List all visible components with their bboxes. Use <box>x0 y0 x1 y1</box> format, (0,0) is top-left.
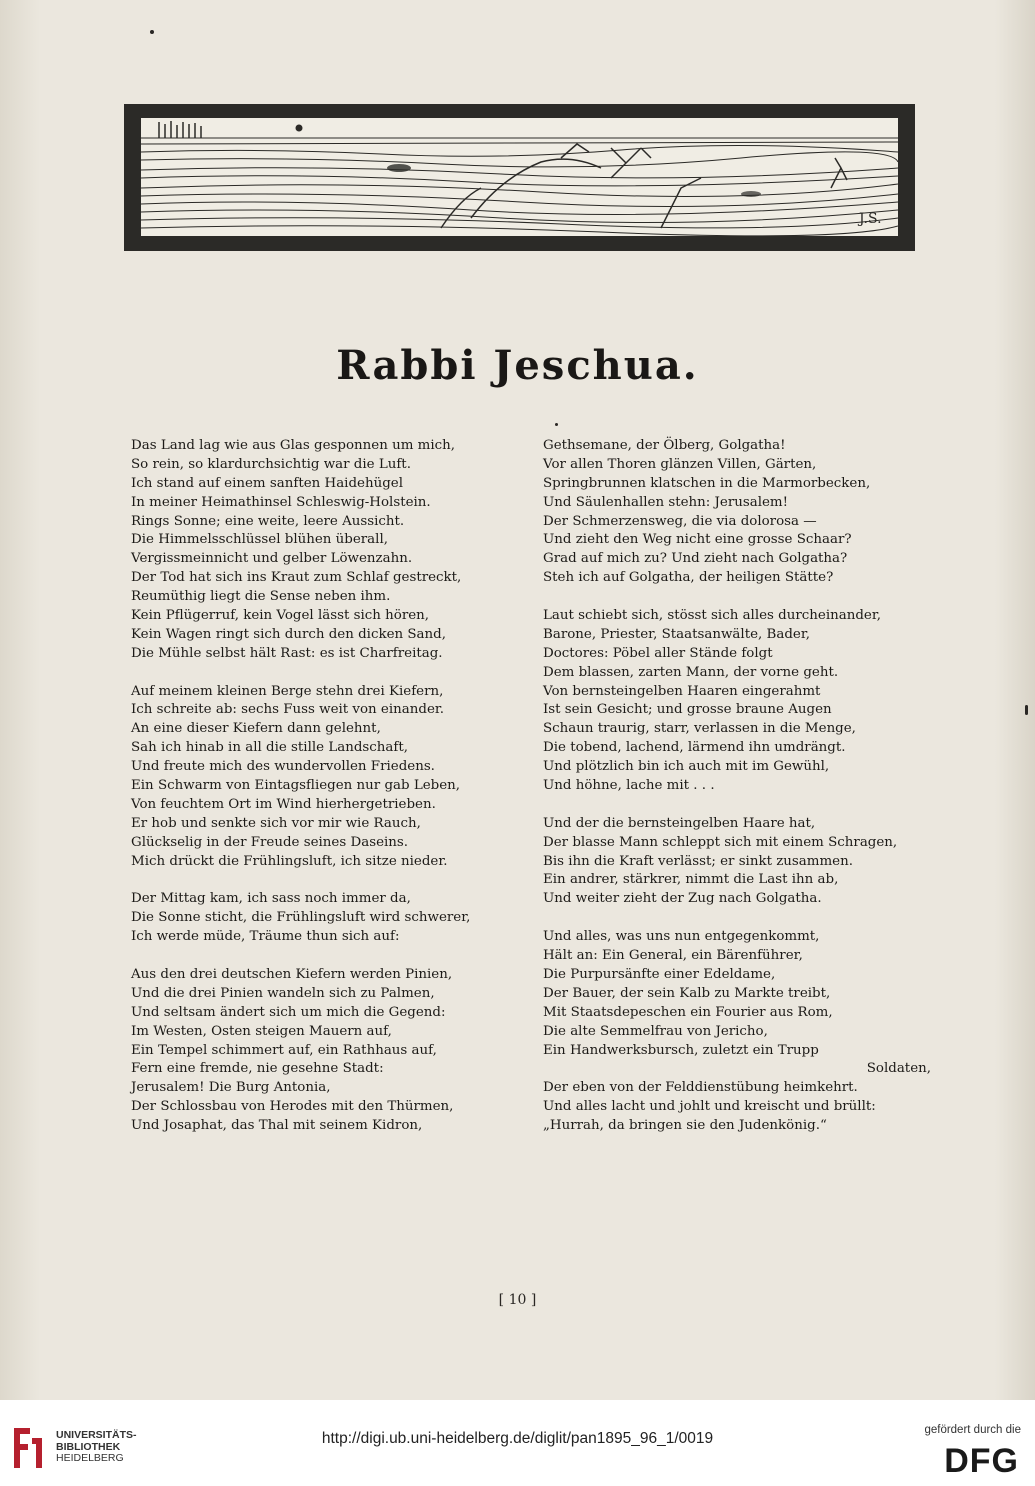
poem-line: „Hurrah, da bringen sie den Judenkönig.“ <box>543 1118 827 1134</box>
poem-line: Ich werde müde, Träume thun sich auf: <box>131 929 400 945</box>
library-name-line: BIBLIOTHEK <box>56 1440 121 1453</box>
poem-line: Steh ich auf Golgatha, der heiligen Stätte? <box>543 570 834 586</box>
dfg-logo: DFG <box>944 1442 1019 1480</box>
poem-line: Reumüthig liegt die Sense neben ihm. <box>131 589 391 605</box>
poem-line: Soldaten, <box>866 1061 931 1077</box>
poem-line: Und freute mich des wundervollen Friedens. <box>131 759 435 775</box>
poem-stanza <box>131 966 526 1136</box>
source-url-link[interactable]: http://digi.ub.uni-heidelberg.de/diglit/pan1895_96_1/0019 <box>321 1430 714 1447</box>
ink-speck <box>555 423 558 426</box>
poem-stanza <box>543 815 938 909</box>
poem-line: Mit Staatsdepeschen ein Fourier aus Rom, <box>543 1004 833 1020</box>
poem-line: Und der die bernsteingelben Haare hat, <box>543 815 816 831</box>
poem-line: Die Mühle selbst hält Rast: es ist Charfreitag. <box>131 645 443 661</box>
poem-column-right <box>543 437 938 1136</box>
poem-line: Gethsemane, der Ölberg, Golgatha! <box>543 438 786 453</box>
poem-line: Aus den drei deutschen Kiefern werden Pinien, <box>131 966 453 982</box>
poem-line: So rein, so klardurchsichtig war die Luft. <box>131 456 411 472</box>
library-name-line: HEIDELBERG <box>56 1452 124 1464</box>
poem-line: Kein Wagen ringt sich durch den dicken Sand, <box>131 626 446 642</box>
poem-line: Auf meinem kleinen Berge stehn drei Kiefern, <box>131 683 444 699</box>
poem-line: Kein Pflügerruf, kein Vogel lässt sich hören, <box>131 608 430 624</box>
poem-line: Die alte Semmelfrau von Jericho, <box>543 1023 768 1039</box>
poem-line: Der Tod hat sich ins Kraut zum Schlaf gestreckt, <box>131 570 462 586</box>
poem-column-left <box>131 437 526 1136</box>
sun-mark <box>296 125 303 132</box>
poem-line: Ein andrer, stärkrer, nimmt die Last ihn ab, <box>543 872 839 888</box>
poem-line: Der Schlossbau von Herodes mit den Thürmen, <box>131 1099 454 1115</box>
poem-stanza <box>131 683 526 872</box>
poem-line: Ich stand auf einem sanften Haidehügel <box>131 475 403 491</box>
page-title: Rabbi Jeschua. <box>336 342 699 389</box>
poem-line: Bis ihn die Kraft verlässt; er sinkt zusammen. <box>543 853 853 869</box>
poem-line: Und seltsam ändert sich um mich die Gegend: <box>131 1004 446 1020</box>
poem-line: Der Schmerzensweg, die via dolorosa — <box>543 513 817 529</box>
landscape-illustration <box>141 118 898 236</box>
funding-caption: gefördert durch die <box>924 1424 1021 1436</box>
poem-line: Er hob und senkte sich vor mir wie Rauch, <box>131 815 421 831</box>
poem-line: Die Himmelsschlüssel blühen überall, <box>131 532 388 548</box>
artist-signature: J.S. <box>859 211 882 227</box>
poem-line: Ein Schwarm von Eintagsfliegen nur gab Leben, <box>131 778 461 794</box>
poem-line: Das Land lag wie aus Glas gesponnen um mich, <box>131 438 456 453</box>
poem-line: Rings Sonne; eine weite, leere Aussicht. <box>131 513 405 529</box>
poem-line: Ist sein Gesicht; und grosse braune Augen <box>543 702 832 718</box>
poem-line: Von bernsteingelben Haaren eingerahmt <box>543 683 821 699</box>
poem-line: Und weiter zieht der Zug nach Golgatha. <box>543 891 822 907</box>
poem-line: Von feuchtem Ort im Wind hierhergetrieben. <box>131 796 436 812</box>
poem-line: Dem blassen, zarten Mann, der vorne geht. <box>543 664 839 680</box>
poem-line: Jerusalem! Die Burg Antonia, <box>131 1080 331 1096</box>
library-name-line: UNIVERSITÄTS- <box>56 1429 137 1441</box>
poem-line: Und Josaphat, das Thal mit seinem Kidron, <box>131 1118 423 1134</box>
poem-stanza <box>543 928 938 1136</box>
poem-line: Die Sonne sticht, die Frühlingsluft wird schwerer, <box>131 910 471 926</box>
poem-line: Springbrunnen klatschen in die Marmorbecken, <box>543 475 871 491</box>
poem-line: Ein Tempel schimmert auf, ein Rathhaus auf, <box>131 1042 437 1058</box>
poem-stanza <box>543 607 938 796</box>
poem-line: Laut schiebt sich, stösst sich alles durcheinander, <box>543 608 882 624</box>
poem-line: Fern eine fremde, nie gesehne Stadt: <box>131 1061 384 1077</box>
poem-line: Und höhne, lache mit . . . <box>543 778 715 794</box>
poem-line: Vergissmeinnicht und gelber Löwenzahn. <box>131 551 413 567</box>
digitization-footer <box>0 1400 1035 1486</box>
poem-line: Der Mittag kam, ich sass noch immer da, <box>131 891 411 907</box>
poem-line: Und zieht den Weg nicht eine grosse Schaar? <box>543 532 852 548</box>
poem-line: Und alles lacht und johlt und kreischt und brüllt: <box>543 1099 876 1115</box>
poem-stanza <box>131 890 526 947</box>
poem-line: Sah ich hinab in all die stille Landschaft, <box>131 740 408 756</box>
banner-illustration <box>141 118 898 236</box>
poem-line: Vor allen Thoren glänzen Villen, Gärten, <box>543 456 817 472</box>
ink-speck <box>1025 705 1028 715</box>
poem-line: Und die drei Pinien wandeln sich zu Palmen, <box>131 985 435 1001</box>
poem-stanza <box>131 437 526 664</box>
poem-line: Hält an: Ein General, ein Bärenführer, <box>543 948 803 964</box>
poem-line: An eine dieser Kiefern dann gelehnt, <box>131 721 381 737</box>
poem-line: Der eben von der Felddienstübung heimkehrt. <box>543 1080 858 1096</box>
poem-line: Barone, Priester, Staatsanwälte, Bader, <box>543 626 811 642</box>
poem-line: Mich drückt die Frühlingsluft, ich sitze nieder. <box>131 853 448 869</box>
poem-line: Der blasse Mann schleppt sich mit einem Schragen, <box>543 834 898 850</box>
woodcut-banner <box>124 104 915 251</box>
poem-line: In meiner Heimathinsel Schleswig-Holstein. <box>131 494 431 510</box>
poem-line: Und alles, was uns nun entgegenkommt, <box>543 929 820 945</box>
poem-line: Ich schreite ab: sechs Fuss weit von einander. <box>131 702 445 718</box>
poem-line: Und Säulenhallen stehn: Jerusalem! <box>543 494 788 510</box>
poem-line: Schaun traurig, starr, verlassen in die Menge, <box>543 721 856 737</box>
poem-line: Die tobend, lachend, lärmend ihn umdrängt. <box>543 740 846 756</box>
poem-line: Die Purpursänfte einer Edeldame, <box>543 966 776 982</box>
poem-line: Und plötzlich bin ich auch mit im Gewühl, <box>543 759 830 775</box>
poem-line: Doctores: Pöbel aller Stände folgt <box>543 645 773 661</box>
poem-line: Der Bauer, der sein Kalb zu Markte treibt, <box>543 985 831 1001</box>
poem-line: Ein Handwerksbursch, zuletzt ein Trupp <box>543 1042 819 1058</box>
poem-line: Glückselig in der Freude seines Daseins. <box>131 834 409 850</box>
ink-speck <box>150 30 154 34</box>
poem-line: Im Westen, Osten steigen Mauern auf, <box>131 1023 392 1039</box>
page-number: [ 10 ] <box>498 1292 537 1308</box>
poem-stanza <box>543 437 938 588</box>
poem-line: Grad auf mich zu? Und zieht nach Golgatha? <box>543 551 848 567</box>
